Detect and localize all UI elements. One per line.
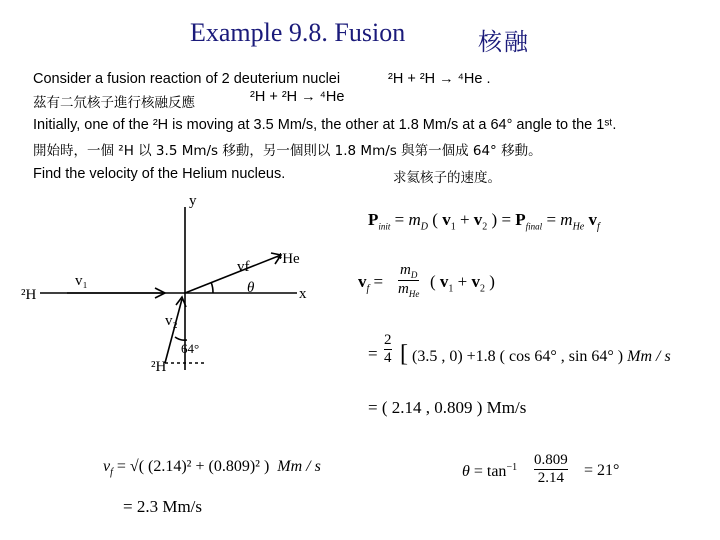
angle-equation: $\theta = \tan^{-1}$: [462, 462, 518, 480]
problem-statement: Consider a fusion reaction of 2 deuterium nuclei: [33, 71, 341, 87]
angle-fraction: 0.809 2.14: [534, 452, 568, 486]
y-axis-label: y: [189, 193, 197, 209]
vf-label: vf: [237, 259, 250, 275]
mass-fraction: $m_D$ $m_{He}$: [398, 262, 420, 299]
result-vector: = ( 2.14 , 0.809 ) Mm/s: [368, 398, 527, 417]
theta-arc: [211, 282, 213, 293]
vf-expression: $v_f$ =: [358, 272, 384, 295]
v2-label: v₂: [165, 313, 178, 329]
question: Find the velocity of the Helium nucleus.: [33, 166, 286, 182]
v1-label: v₁: [75, 273, 88, 289]
left-deuterium-label: ²H: [21, 287, 37, 303]
bottom-deuterium-label: ²H: [151, 359, 167, 375]
problem-statement-chinese: 茲有二氘核子進行核融反應: [33, 95, 195, 111]
momentum-equation: $P_{init} = m_D$ ( $v_1 + v_2$ ) = $P_{final} = m_{He}$ $v_f$: [368, 210, 600, 233]
speed-equation: $v_f$ = √( (2.14)² + (0.809)² ) Mm / s: [103, 458, 321, 479]
reaction-equation-chinese: ²H + ²H → ⁴He: [250, 89, 345, 105]
angle-result: = 21°: [584, 462, 620, 479]
speed-result: = 2.3 Mm/s: [123, 497, 203, 516]
x-axis-label: x: [299, 286, 307, 302]
angle-label: 64°: [181, 341, 200, 356]
initial-conditions-chinese: 開始時，一個 ²H 以 3.5 Mm/s 移動，另一個則以 1.8 Mm/s 與第一個成 64° 移動。: [33, 143, 542, 159]
initial-conditions: Initially, one of the ²H is moving at 3.5 Mm/s, the other at 1.8 Mm/s at a 64° angle to the 1ˢᵗ.: [33, 117, 617, 133]
theta-label: θ: [247, 280, 255, 296]
half-fraction: 2 4: [384, 332, 392, 366]
vector-diagram: [15, 185, 335, 390]
component-equation: =: [368, 344, 378, 363]
v2-arrow: [165, 299, 182, 363]
helium-label: ⁴He: [277, 251, 300, 267]
page-title: Example 9.8. Fusion: [190, 18, 406, 47]
velocity-sum: ( $v_1 + v_2$ ): [430, 272, 495, 295]
question-chinese: 求氦核子的速度。: [393, 170, 501, 186]
page-title-chinese: 核融: [478, 28, 530, 56]
vf-arrow: [185, 255, 281, 293]
reaction-equation: ²H + ²H → ⁴He .: [388, 71, 491, 87]
component-expression: [ (3.5 , 0) +1.8 ( cos 64° , sin 64° ) Mm / s: [400, 341, 671, 367]
